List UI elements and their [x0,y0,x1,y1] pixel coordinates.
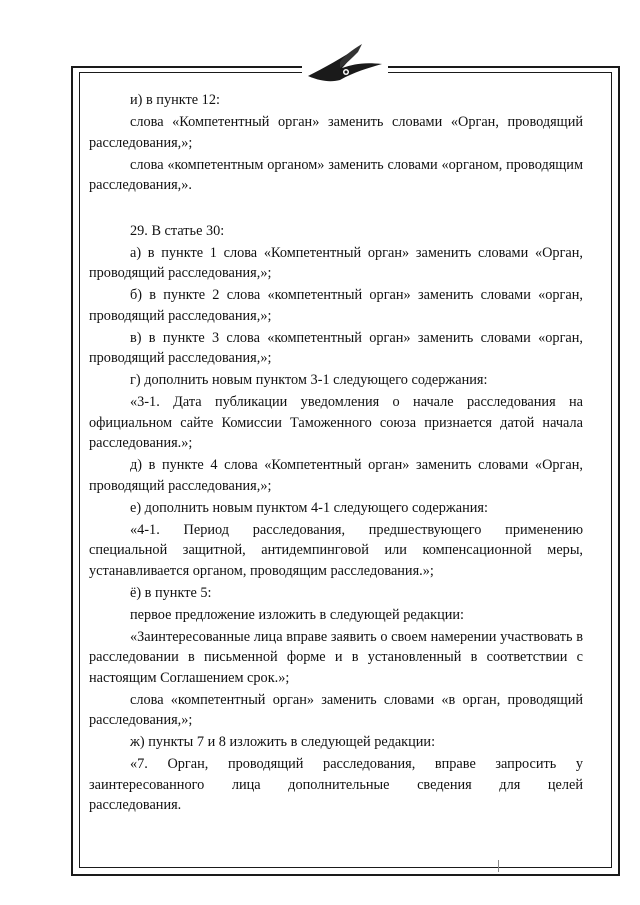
paragraph-8: г) дополнить новым пунктом 3-1 следующего содержания: [130,372,488,388]
paragraph-12: «4-1. Период расследования, предшествующего применению специальной защитной, антидемпинговой или компенсационной меры, устанавливается органом, проводящим расследования.»; [89,521,583,579]
paragraph-17: ж) пункты 7 и 8 изложить в следующей редакции: [130,734,436,750]
paragraph-5: а) в пункте 1 слова «Компетентный орган» заменить словами «Орган, проводящий расследования,»; [89,244,583,281]
paragraph-6: б) в пункте 2 слова «компетентный орган» заменить словами «орган, проводящий расследования,»; [89,287,583,324]
article-heading: 29. В статье 30: [130,222,225,239]
paragraph-10: д) в пункте 4 слова «Компетентный орган» заменить словами «Орган, проводящий расследования,»; [89,457,583,494]
paragraph-9: «3-1. Дата публикации уведомления о начале расследования на официальном сайте Комиссии Таможенного союза признается датой начала расследования.»; [89,394,583,451]
scan-mark [498,860,499,872]
paragraph-14: первое предложение изложить в следующей редакции: [130,606,464,623]
paragraph-16: слова «компетентный орган» заменить словами «в орган, проводящий расследования,»; [89,691,583,728]
paragraph-7: в) в пункте 3 слова «компетентный орган» заменить словами «орган, проводящий расследования,»; [89,329,583,366]
emblem-icon [302,38,388,90]
paragraph-13: ё) в пункте 5: [130,584,212,601]
paragraph-2: слова «Компетентный орган» заменить словами «Орган, проводящий расследования,»; [89,114,583,151]
paragraph-11: е) дополнить новым пунктом 4-1 следующего содержания: [130,499,488,516]
document-body [89,90,583,816]
paragraph-15: «Заинтересованные лица вправе заявить о своем намерении участвовать в расследовании в письменной форме и в установленный в соответствии с настоящим Соглашением срок.»; [89,628,583,686]
paragraph-1: и) в пункте 12: [130,92,220,108]
paragraph-3: слова «компетентным органом» заменить словами «органом, проводящим расследования,». [89,156,583,193]
paragraph-18: «7. Орган, проводящий расследования, вправе запросить у заинтересованного лица дополнительные сведения для целей расследования. [89,756,583,813]
